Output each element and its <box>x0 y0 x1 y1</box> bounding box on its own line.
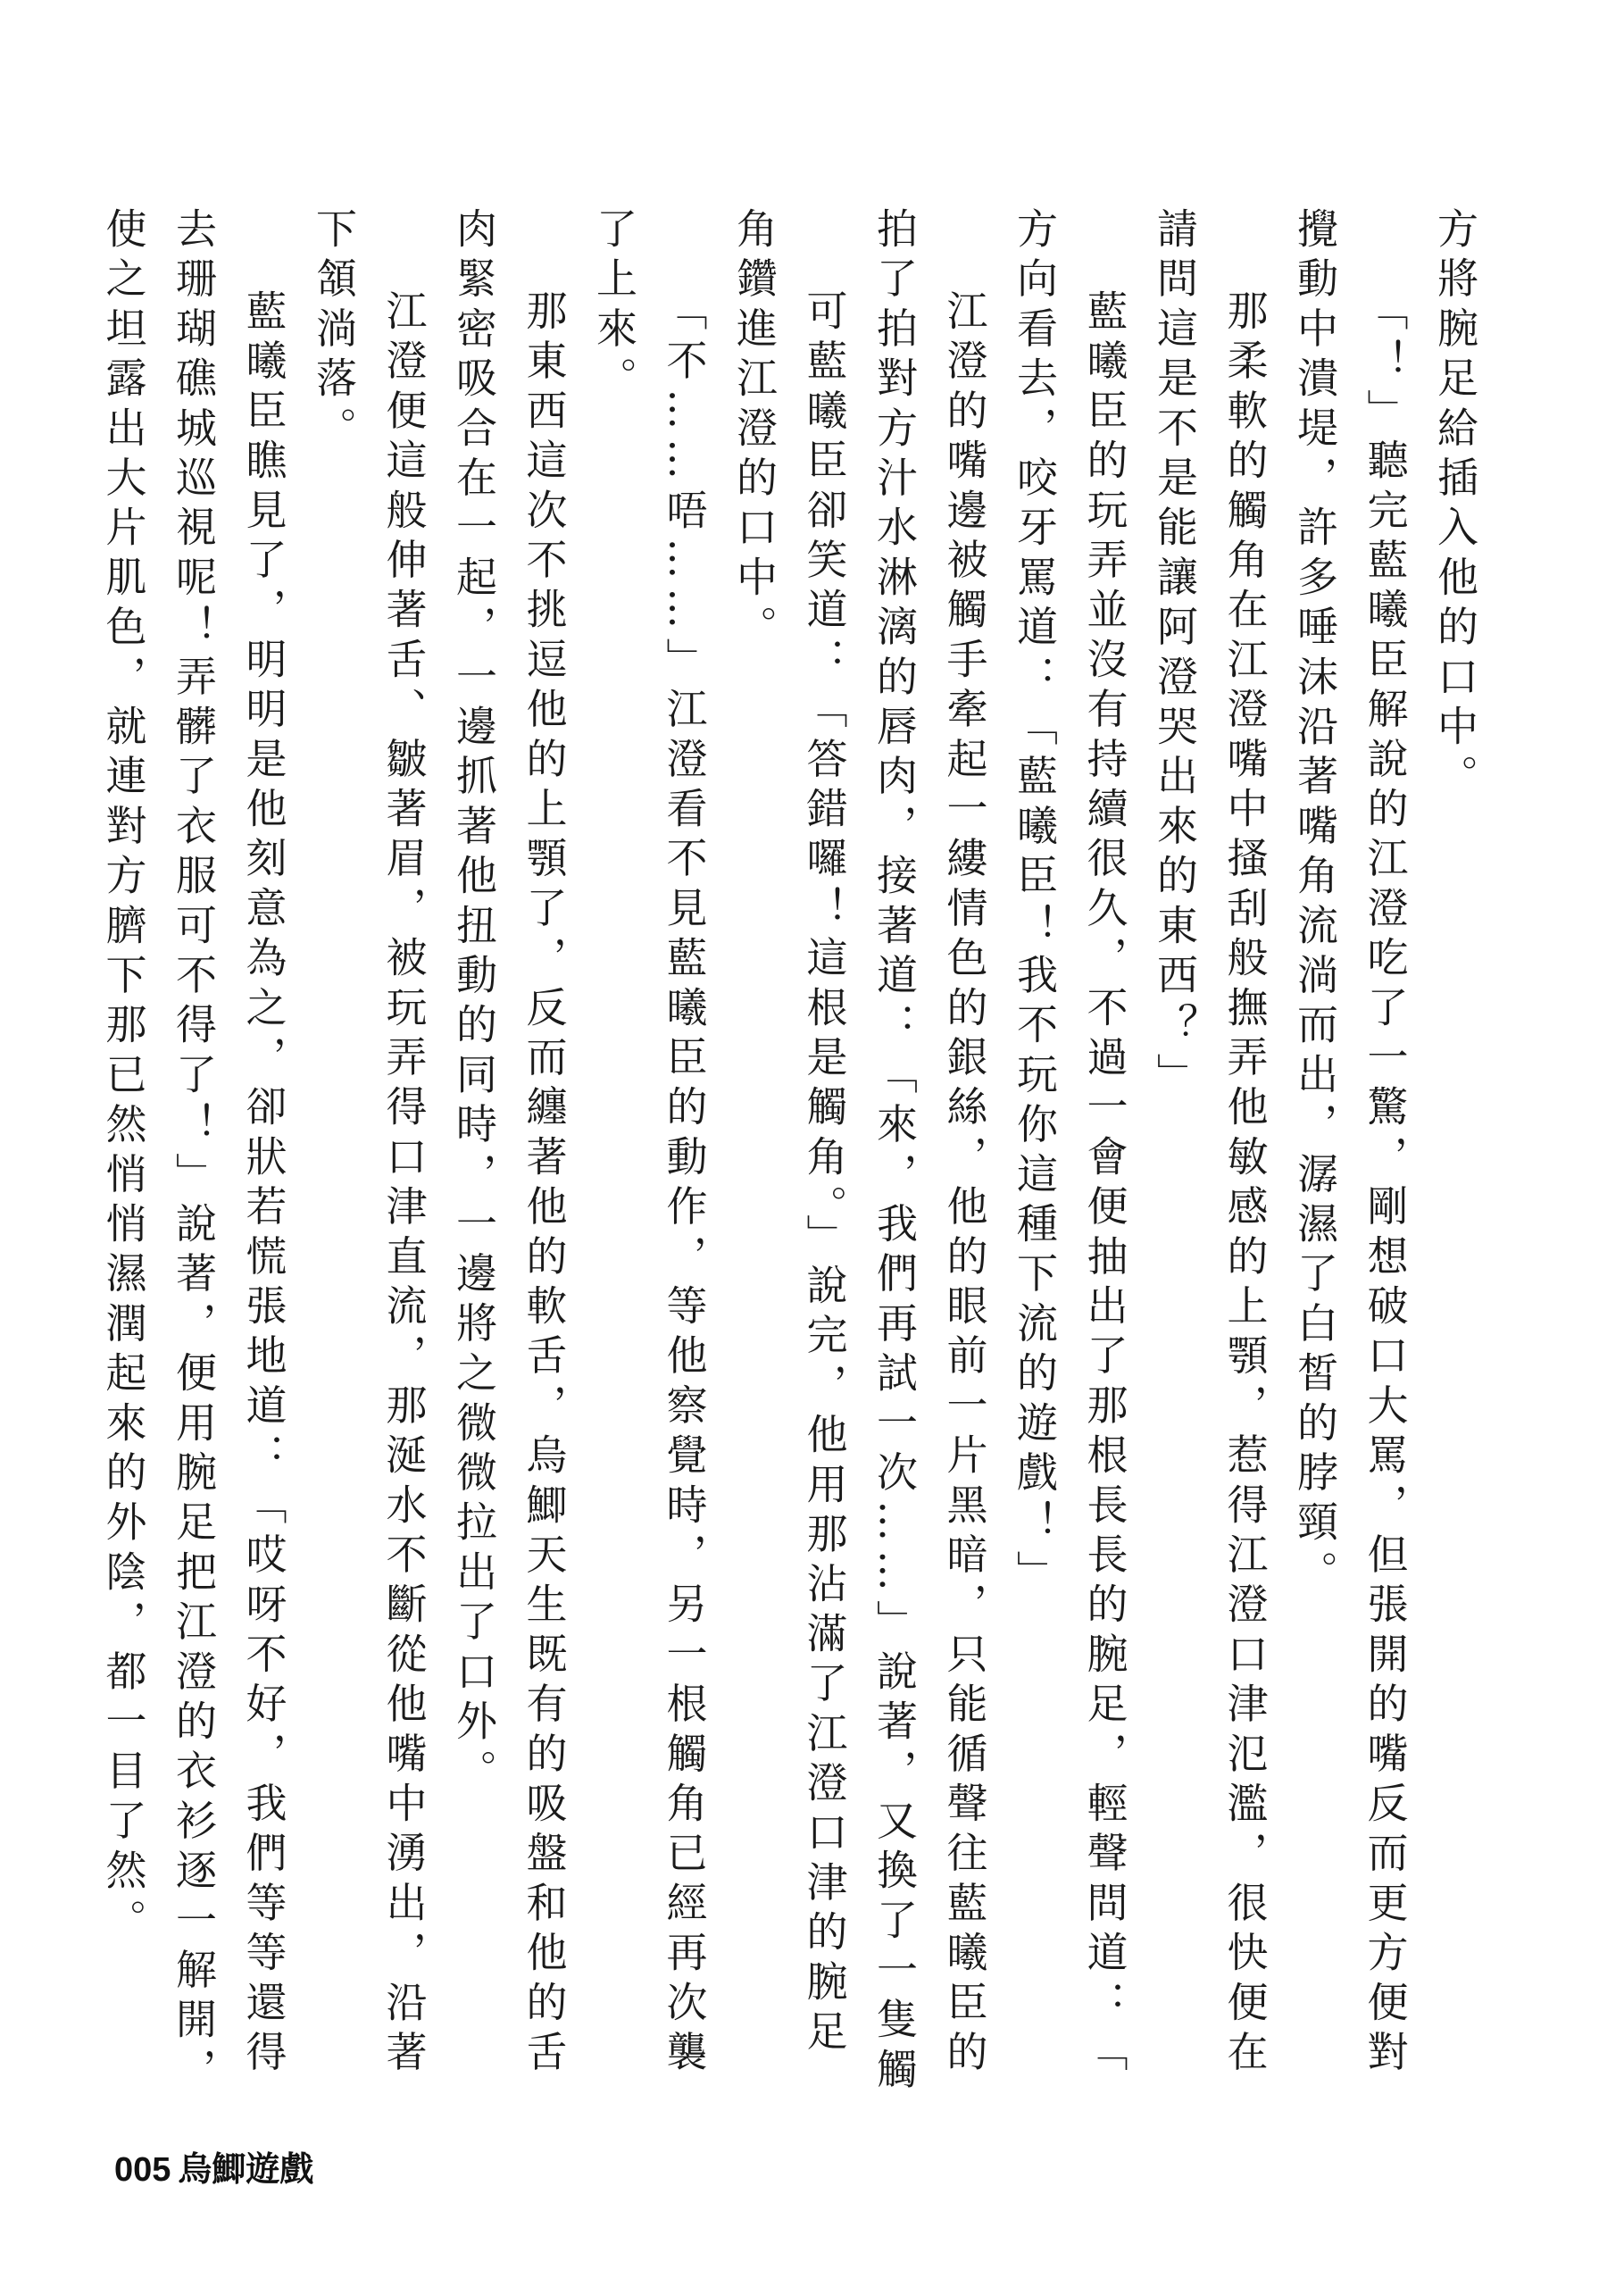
paragraph: 方將腕足給插入他的口中。 <box>1431 207 1479 805</box>
paragraph: 去珊瑚礁城巡視呢！弄髒了衣服可不得了！」說著，便用腕足把江澄的衣衫逐一解開， <box>170 207 218 2098</box>
paragraph: 藍曦臣瞧見了，明明是他刻意為之，卻狀若慌張地道：「哎呀不好，我們等等還得 <box>239 289 288 2081</box>
paragraph: 江澄便這般伸著舌、皺著眉，被玩弄得口津直流，那涎水不斷從他嘴中湧出，沿著 <box>379 289 429 2081</box>
paragraph: 「！」聽完藍曦臣解說的江澄吃了一驚，剛想破口大罵，但張開的嘴反而更方便對 <box>1361 289 1410 2081</box>
paragraph: 角鑽進江澄的口中。 <box>730 207 779 655</box>
paragraph: 了上來。 <box>590 207 638 406</box>
page-footer <box>114 2141 313 2190</box>
paragraph: 使之坦露出大片肌色，就連對方臍下那已然悄悄濕潤起來的外陰，都一目了然。 <box>99 207 148 1948</box>
paragraph: 攪動中潰堤，許多唾沫沿著嘴角流淌而出，潺濕了白皙的脖頸。 <box>1291 207 1339 1600</box>
paragraph: 下頷淌落。 <box>310 207 358 456</box>
paragraph: 藍曦臣的玩弄並沒有持續很久，不過一會便抽出了那根長長的腕足，輕聲問道：「 <box>1080 289 1129 2081</box>
paragraph: 那柔軟的觸角在江澄嘴中搔刮般撫弄他敏感的上顎，惹得江澄口津氾濫，很快便在 <box>1220 289 1270 2081</box>
paragraph: 「不……唔……」江澄看不見藍曦臣的動作，等他察覺時，另一根觸角已經再次襲 <box>660 289 709 2081</box>
paragraph: 可藍曦臣卻笑道：「答錯囉！這根是觸角。」說完，他用那沾滿了江澄口津的腕足 <box>800 289 849 2060</box>
paragraph: 拍了拍對方汁水淋漓的唇肉，接著道：「來，我們再試一次……」說著，又換了一隻觸 <box>870 207 919 2098</box>
paragraph: 方向看去，咬牙罵道：「藍曦臣！我不玩你這種下流的遊戲！」 <box>1011 207 1059 1600</box>
paragraph: 那東西這次不挑逗他的上顎了，反而纏著他的軟舌，烏鯽天生既有的吸盤和他的舌 <box>520 289 569 2081</box>
paragraph: 請問這是不是能讓阿澄哭出來的東西？」 <box>1151 207 1199 1103</box>
paragraph: 江澄的嘴邊被觸手牽起一縷情色的銀絲，他的眼前一片黑暗，只能循聲往藍曦臣的 <box>940 289 989 2081</box>
vertical-text-body <box>71 207 1490 2118</box>
page-number: 005 <box>114 2151 171 2189</box>
paragraph: 肉緊密吸合在一起，一邊抓著他扭動的同時，一邊將之微微拉出了口外。 <box>450 207 498 1799</box>
chapter-title: 烏鯽遊戲 <box>178 2151 314 2189</box>
